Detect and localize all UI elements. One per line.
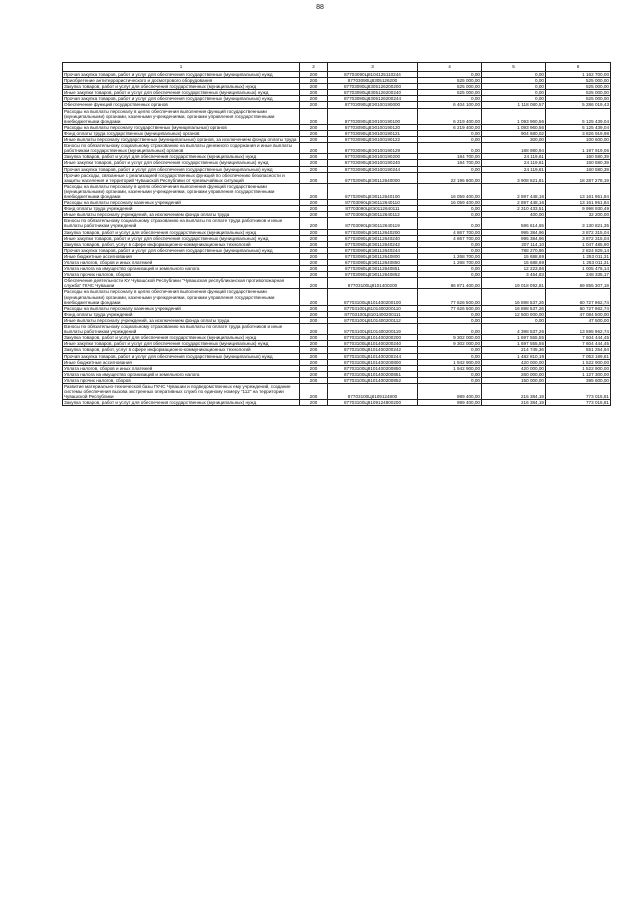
remaining-amount-cell: 160 580,39: [546, 154, 611, 160]
line-code-cell: 200: [300, 266, 328, 272]
remaining-amount-cell: 47 084 500,00: [546, 311, 611, 317]
approved-amount-cell: 1 268 700,00: [418, 253, 482, 259]
executed-amount-cell: 400,00: [482, 212, 546, 218]
approved-amount-cell: 77 626 500,00: [418, 289, 482, 305]
budget-code-cell: 87703090Ц8305126200244: [328, 96, 418, 102]
approved-amount-cell: 0,00: [418, 166, 482, 172]
line-code-cell: 200: [300, 371, 328, 377]
approved-amount-cell: 0,00: [418, 377, 482, 383]
table-row: [63, 400, 611, 406]
approved-amount-cell: 0,00: [418, 143, 482, 154]
executed-amount-cell: 1 482 810,19: [482, 353, 546, 359]
executed-amount-cell: 300,00: [482, 137, 546, 143]
budget-code-cell: 87703100Ц8101400200240: [328, 341, 418, 347]
budget-code-cell: 87703090Ц8305126200200: [328, 84, 418, 90]
executed-amount-cell: 1 093 960,56: [482, 124, 546, 130]
budget-code-cell: 87703090Ц8Э0100190244: [328, 166, 418, 172]
item-name-cell: Прочая закупка товаров, работ и услуг для обеспечения государственных (муниципальных) нужд: [63, 353, 300, 359]
line-code-cell: 200: [300, 311, 328, 317]
item-name-cell: Уплата налогов, сборов и иных платежей: [63, 260, 300, 266]
item-name-cell: Иные выплаты персоналу государственных (муниципальных) органов, за исключением фонда оплаты труда: [63, 137, 300, 143]
remaining-amount-cell: 1 253 011,31: [546, 260, 611, 266]
approved-amount-cell: 0,00: [418, 324, 482, 335]
line-code-cell: 200: [300, 96, 328, 102]
line-code-cell: 200: [300, 102, 328, 108]
line-code-cell: 200: [300, 353, 328, 359]
table-row: [63, 289, 611, 305]
line-code-cell: 200: [300, 253, 328, 259]
item-name-cell: Закупка товаров, работ и услуг для обеспечения государственных (муниципальных) нужд: [63, 400, 300, 406]
item-name-cell: Расходы на выплаты персоналу в целях обеспечения выполнения функций государственными (муниципальными) органами, казенными учреждениями, органами управления государственными внебюджетными фондами: [63, 289, 300, 305]
budget-code-cell: 87703090Ц8Э0112640111: [328, 206, 418, 212]
line-code-cell: 200: [300, 305, 328, 311]
table-row: [63, 218, 611, 229]
line-code-cell: 200: [300, 317, 328, 323]
line-code-cell: 200: [300, 90, 328, 96]
executed-amount-cell: 24 119,61: [482, 166, 546, 172]
budget-code-cell: 87703090Ц8Э0112640852: [328, 272, 418, 278]
approved-amount-cell: 989 400,00: [418, 400, 482, 406]
remaining-amount-cell: 3 872 315,04: [546, 235, 611, 241]
executed-amount-cell: 12 223,86: [482, 266, 546, 272]
remaining-amount-cell: 773 015,81: [546, 383, 611, 399]
remaining-amount-cell: 551 254,64: [546, 347, 611, 353]
approved-amount-cell: 1 268 700,00: [418, 260, 482, 266]
line-code-cell: 200: [300, 143, 328, 154]
item-name-cell: Уплата налога на имущество организаций и земельного налога: [63, 371, 300, 377]
line-code-cell: 200: [300, 335, 328, 341]
remaining-amount-cell: 1 522 900,00: [546, 359, 611, 365]
budget-code-cell: 87703100Ц8101400200852: [328, 377, 418, 383]
header-cell: 6: [546, 63, 611, 72]
remaining-amount-cell: 248 335,17: [546, 272, 611, 278]
table-row: [63, 383, 611, 399]
approved-amount-cell: 9 302 000,00: [418, 335, 482, 341]
item-name-cell: Иные закупки товаров, работ и услуг для обеспечения государственных (муниципальных) нужд: [63, 235, 300, 241]
executed-amount-cell: 24 119,61: [482, 154, 546, 160]
line-code-cell: 200: [300, 124, 328, 130]
item-name-cell: Фонд оплаты труда учреждений: [63, 206, 300, 212]
item-name-cell: Расходы на выплаты персоналу государственных (муниципальных) органов: [63, 124, 300, 130]
approved-amount-cell: 16 059 400,00: [418, 183, 482, 199]
approved-amount-cell: 184 700,00: [418, 160, 482, 166]
item-name-cell: Иные бюджетные ассигнования: [63, 253, 300, 259]
budget-code-cell: 87703100Ц8101400200110: [328, 305, 418, 311]
executed-amount-cell: 0,00: [482, 84, 546, 90]
item-name-cell: Иные выплаты персоналу учреждений, за исключением фонда оплаты труда: [63, 212, 300, 218]
approved-amount-cell: 4 867 700,00: [418, 229, 482, 235]
budget-code-cell: 87703090Ц8Э0100190200: [328, 154, 418, 160]
budget-code-cell: 87703100Ц8109124800200: [328, 400, 418, 406]
executed-amount-cell: 995 384,96: [482, 235, 546, 241]
budget-code-cell: 87703090Ц8Э0100190120: [328, 124, 418, 130]
budget-code-cell: 87703090Ц8Э0112640100: [328, 183, 418, 199]
line-code-cell: 200: [300, 108, 328, 124]
executed-amount-cell: 1 118 080,57: [482, 102, 546, 108]
executed-amount-cell: 260 000,00: [482, 371, 546, 377]
executed-amount-cell: 188 980,94: [482, 143, 546, 154]
approved-amount-cell: 0,00: [418, 272, 482, 278]
executed-amount-cell: 4 398 537,26: [482, 324, 546, 335]
budget-code-cell: 87703090Ц8Э0100190240: [328, 160, 418, 166]
remaining-amount-cell: 2 824 829,14: [546, 247, 611, 253]
executed-amount-cell: 150 000,00: [482, 377, 546, 383]
budget-code-cell: 87703090Ц8Э0112640110: [328, 200, 418, 206]
line-code-cell: 200: [300, 130, 328, 136]
table-row: [63, 278, 611, 289]
remaining-amount-cell: 5 125 439,04: [546, 108, 611, 124]
remaining-amount-cell: 1 047 485,90: [546, 241, 611, 247]
budget-code-cell: 87703090Ц8Э0112640112: [328, 212, 418, 218]
budget-code-cell: 87703090Ц8Э0112640244: [328, 247, 418, 253]
table-row: [63, 108, 611, 124]
item-name-cell: Фонд оплаты труда учреждений: [63, 311, 300, 317]
executed-amount-cell: 1 697 555,55: [482, 335, 546, 341]
line-code-cell: 200: [300, 377, 328, 383]
item-name-cell: Уплата прочих налогов, сборов: [63, 377, 300, 383]
approved-amount-cell: 0,00: [418, 311, 482, 317]
table-header-row: [63, 63, 611, 72]
approved-amount-cell: 6 404 100,00: [418, 102, 482, 108]
approved-amount-cell: 77 626 500,00: [418, 305, 482, 311]
item-name-cell: Иные закупки товаров, работ и услуг для обеспечения государственных (муниципальных) нужд: [63, 160, 300, 166]
budget-code-cell: 87703100Ц8101400200242: [328, 347, 418, 353]
remaining-amount-cell: 69 855 307,19: [546, 278, 611, 289]
line-code-cell: 200: [300, 324, 328, 335]
remaining-amount-cell: 13 161 951,84: [546, 200, 611, 206]
line-code-cell: 200: [300, 278, 328, 289]
executed-amount-cell: 16 898 537,26: [482, 289, 546, 305]
remaining-amount-cell: 3 872 315,04: [546, 229, 611, 235]
budget-code-cell: 87703090Ц8Э0112640850: [328, 260, 418, 266]
line-code-cell: 200: [300, 289, 328, 305]
approved-amount-cell: 16 059 400,00: [418, 200, 482, 206]
remaining-amount-cell: 7 604 444,45: [546, 335, 611, 341]
executed-amount-cell: 15 688,69: [482, 260, 546, 266]
item-name-cell: Уплата прочих налогов, сборов: [63, 272, 300, 278]
remaining-amount-cell: 1 253 011,31: [546, 253, 611, 259]
budget-code-cell: 87703090Ц8Э0112640851: [328, 266, 418, 272]
budget-code-cell: 87703100Ц8101400200: [328, 278, 418, 289]
executed-amount-cell: 0,00: [482, 72, 546, 78]
remaining-amount-cell: 3 826 919,98: [546, 130, 611, 136]
line-code-cell: 200: [300, 272, 328, 278]
remaining-amount-cell: 1 127 300,00: [546, 371, 611, 377]
table-row: [63, 324, 611, 335]
approved-amount-cell: 0,00: [418, 266, 482, 272]
item-name-cell: Развитие материально-технической базы ГКЧС Чувашии и подведомственных ему учреждений, создание системы обеспечения вызова экстренных оперативных служб по единому номеру "112" на территории Чувашской Республики: [63, 383, 300, 399]
budget-code-cell: 87703100Ц8101400200244: [328, 353, 418, 359]
line-code-cell: 200: [300, 183, 328, 199]
header-cell: 5: [482, 63, 546, 72]
budget-code-cell: 87703090Ц8305126200: [328, 78, 418, 84]
remaining-amount-cell: 1 162 700,00: [546, 72, 611, 78]
item-name-cell: Расходы на выплаты персоналу казенных учреждений: [63, 305, 300, 311]
line-code-cell: 200: [300, 72, 328, 78]
approved-amount-cell: 86 871 400,00: [418, 278, 482, 289]
item-name-cell: Прочая закупка товаров, работ и услуг для обеспечения государственных (муниципальных) нужд: [63, 247, 300, 253]
budget-code-cell: 87703100Ц8101400200851: [328, 371, 418, 377]
executed-amount-cell: 214 745,36: [482, 347, 546, 353]
remaining-amount-cell: 1 197 919,06: [546, 143, 611, 154]
approved-amount-cell: 0,00: [418, 247, 482, 253]
budget-code-cell: 87703100Ц8101400200111: [328, 311, 418, 317]
header-cell: 1: [63, 63, 300, 72]
line-code-cell: 200: [300, 229, 328, 235]
item-name-cell: Прочая закупка товаров, работ и услуг для обеспечения государственных (муниципальных) нужд: [63, 96, 300, 102]
line-code-cell: 200: [300, 241, 328, 247]
table-row: [63, 183, 611, 199]
item-name-cell: Закупка товаров, работ и услуг для обеспечения государственных (муниципальных) нужд: [63, 154, 300, 160]
executed-amount-cell: 15 688,69: [482, 253, 546, 259]
remaining-amount-cell: 18 287 278,19: [546, 172, 611, 183]
item-name-cell: Иные бюджетные ассигнования: [63, 359, 300, 365]
remaining-amount-cell: 773 015,81: [546, 400, 611, 406]
line-code-cell: 200: [300, 166, 328, 172]
approved-amount-cell: 22 195 800,00: [418, 172, 482, 183]
budget-code-cell: 87703090Ц8Э0112640242: [328, 241, 418, 247]
remaining-amount-cell: 5 125 439,04: [546, 124, 611, 130]
line-code-cell: 200: [300, 260, 328, 266]
header-cell: 3: [328, 63, 418, 72]
approved-amount-cell: 0,00: [418, 371, 482, 377]
budget-code-cell: 87703090Ц8104125110244: [328, 72, 418, 78]
table-row: [63, 143, 611, 154]
budget-code-cell: 87703100Ц8101400200112: [328, 317, 418, 323]
line-code-cell: 200: [300, 212, 328, 218]
executed-amount-cell: 24 119,61: [482, 160, 546, 166]
executed-amount-cell: 0,00: [482, 78, 546, 84]
remaining-amount-cell: 9 998 930,49: [546, 206, 611, 212]
budget-code-cell: 87703090Ц8Э0112640240: [328, 235, 418, 241]
approved-amount-cell: 0,00: [418, 96, 482, 102]
item-name-cell: Прочая закупка товаров, работ и услуг для обеспечения государственных (муниципальных) нужд: [63, 166, 300, 172]
remaining-amount-cell: 7 053 189,81: [546, 353, 611, 359]
budget-code-cell: 87703090Ц8Э0100190100: [328, 108, 418, 124]
approved-amount-cell: 1 942 900,00: [418, 365, 482, 371]
executed-amount-cell: 3 464,83: [482, 272, 546, 278]
item-name-cell: Закупка товаров, работ и услуг для обеспечения государственных (муниципальных) нужд: [63, 84, 300, 90]
budget-code-cell: 87703090Ц8305126200240: [328, 90, 418, 96]
approved-amount-cell: 525 000,00: [418, 78, 482, 84]
executed-amount-cell: 2 310 433,51: [482, 206, 546, 212]
approved-amount-cell: 525 000,00: [418, 84, 482, 90]
executed-amount-cell: 12 500 000,00: [482, 311, 546, 317]
line-code-cell: 200: [300, 84, 328, 90]
remaining-amount-cell: 525 000,00: [546, 84, 611, 90]
line-code-cell: 200: [300, 137, 328, 143]
approved-amount-cell: 0,00: [418, 72, 482, 78]
header-cell: 2: [300, 63, 328, 72]
item-name-cell: Взносы по обязательному социальному страхованию на выплаты по оплате труда работников и иные выплаты работникам учреждений: [63, 324, 300, 335]
executed-amount-cell: 995 384,96: [482, 229, 546, 235]
budget-code-cell: 87703090Ц8Э0100190121: [328, 130, 418, 136]
remaining-amount-cell: 160 580,39: [546, 160, 611, 166]
executed-amount-cell: 420 000,00: [482, 365, 546, 371]
approved-amount-cell: 1 942 900,00: [418, 359, 482, 365]
item-name-cell: Расходы на выплаты персоналу в целях обеспечения выполнения функций государственными (муниципальными) органами, казенными учреждениями, органами управления государственными внебюджетными фондами: [63, 108, 300, 124]
item-name-cell: Обеспечение функций государственных органов: [63, 102, 300, 108]
executed-amount-cell: 2 897 448,16: [482, 183, 546, 199]
approved-amount-cell: 0,00: [418, 317, 482, 323]
remaining-amount-cell: 47 500,00: [546, 317, 611, 323]
budget-code-cell: 87703100Ц8101400200119: [328, 324, 418, 335]
budget-code-cell: 87703100Ц8101400200200: [328, 335, 418, 341]
remaining-amount-cell: 525 000,00: [546, 90, 611, 96]
budget-table: [62, 62, 611, 406]
executed-amount-cell: 904 680,02: [482, 130, 546, 136]
executed-amount-cell: 586 614,65: [482, 218, 546, 229]
remaining-amount-cell: 1 522 900,00: [546, 365, 611, 371]
item-name-cell: Прочие расходы, связанные с реализацией государственных функций по обеспечению безопасности и защиты населения и территорий Чувашской Республики от чрезвычайных ситуаций: [63, 172, 300, 183]
line-code-cell: 200: [300, 347, 328, 353]
approved-amount-cell: 0,00: [418, 137, 482, 143]
item-name-cell: Закупка товаров, работ, услуг в сфере информационно-коммуникационных технологий: [63, 347, 300, 353]
line-code-cell: 200: [300, 359, 328, 365]
remaining-amount-cell: 100 600,00: [546, 137, 611, 143]
executed-amount-cell: 3 908 521,81: [482, 172, 546, 183]
approved-amount-cell: 184 700,00: [418, 154, 482, 160]
budget-code-cell: 87703090Ц8Э0112640200: [328, 229, 418, 235]
budget-code-cell: 87703100Ц8101400200800: [328, 359, 418, 365]
approved-amount-cell: 0,00: [418, 347, 482, 353]
line-code-cell: 200: [300, 154, 328, 160]
approved-amount-cell: 0,00: [418, 218, 482, 229]
item-name-cell: Закупка товаров, работ, услуг в сфере информационно-коммуникационных технологий: [63, 241, 300, 247]
line-code-cell: 200: [300, 383, 328, 399]
item-name-cell: Фонд оплаты труда государственных (муниципальных) органов: [63, 130, 300, 136]
approved-amount-cell: 0,00: [418, 206, 482, 212]
item-name-cell: Иные закупки товаров, работ и услуг для обеспечения государственных (муниципальных) нужд: [63, 90, 300, 96]
budget-code-cell: 87703090Ц8Э0100190122: [328, 137, 418, 143]
item-name-cell: Приобретение антитеррористического и досмотрового оборудования: [63, 78, 300, 84]
item-name-cell: Расходы на выплаты персоналу в целях обеспечения выполнения функций государственными (муниципальными) органами, казенными учреждениями, органами управления государственными внебюджетными фондами: [63, 183, 300, 199]
line-code-cell: 200: [300, 247, 328, 253]
remaining-amount-cell: 7 604 444,45: [546, 341, 611, 347]
executed-amount-cell: 216 384,19: [482, 400, 546, 406]
line-code-cell: 200: [300, 160, 328, 166]
item-name-cell: Иные выплаты персоналу учреждений, за исключением фонда оплаты труда: [63, 317, 300, 323]
approved-amount-cell: 989 400,00: [418, 383, 482, 399]
executed-amount-cell: 16 898 537,26: [482, 305, 546, 311]
executed-amount-cell: 0,00: [482, 317, 546, 323]
line-code-cell: 200: [300, 365, 328, 371]
executed-amount-cell: 0,00: [482, 96, 546, 102]
item-name-cell: Прочая закупка товаров, работ и услуг для обеспечения государственных (муниципальных) нужд: [63, 72, 300, 78]
executed-amount-cell: 207 114,10: [482, 241, 546, 247]
line-code-cell: 200: [300, 78, 328, 84]
remaining-amount-cell: 525 000,00: [546, 78, 611, 84]
executed-amount-cell: 0,00: [482, 90, 546, 96]
remaining-amount-cell: 160 580,39: [546, 166, 611, 172]
item-name-cell: Обеспечение деятельности КУ Чувашской Республики "Чувашская республиканская противопожарная служба" ГКЧС Чувашии: [63, 278, 300, 289]
remaining-amount-cell: 13 595 962,74: [546, 324, 611, 335]
remaining-amount-cell: 32 200,00: [546, 212, 611, 218]
item-name-cell: Расходы на выплаты персоналу казенных учреждений: [63, 200, 300, 206]
remaining-amount-cell: 3 130 821,35: [546, 218, 611, 229]
budget-code-cell: 87703100Ц8109124800: [328, 383, 418, 399]
approved-amount-cell: 0,00: [418, 353, 482, 359]
header-cell: 4: [418, 63, 482, 72]
line-code-cell: 200: [300, 341, 328, 347]
table-row: [63, 172, 611, 183]
line-code-cell: 200: [300, 400, 328, 406]
budget-code-cell: 87703090Ц8Э0112640119: [328, 218, 418, 229]
remaining-amount-cell: 60 727 962,74: [546, 289, 611, 305]
remaining-amount-cell: 5 286 019,43: [546, 102, 611, 108]
approved-amount-cell: 525 000,00: [418, 90, 482, 96]
executed-amount-cell: 2 897 448,16: [482, 200, 546, 206]
approved-amount-cell: 0,00: [418, 241, 482, 247]
executed-amount-cell: 216 384,19: [482, 383, 546, 399]
approved-amount-cell: 4 867 700,00: [418, 235, 482, 241]
executed-amount-cell: 1 093 960,56: [482, 108, 546, 124]
executed-amount-cell: 1 697 555,55: [482, 341, 546, 347]
remaining-amount-cell: 60 727 962,74: [546, 305, 611, 311]
approved-amount-cell: 0,00: [418, 130, 482, 136]
budget-code-cell: 87703100Ц8101400200850: [328, 365, 418, 371]
approved-amount-cell: 6 219 400,00: [418, 124, 482, 130]
approved-amount-cell: 6 219 400,00: [418, 108, 482, 124]
line-code-cell: 200: [300, 206, 328, 212]
executed-amount-cell: 420 000,00: [482, 359, 546, 365]
item-name-cell: Уплата налога на имущество организаций и земельного налога: [63, 266, 300, 272]
item-name-cell: Уплата налогов, сборов и иных платежей: [63, 365, 300, 371]
executed-amount-cell: 19 018 092,81: [482, 278, 546, 289]
line-code-cell: 200: [300, 218, 328, 229]
budget-code-cell: 87703090Ц8Э0112640800: [328, 253, 418, 259]
item-name-cell: Взносы по обязательному социальному страхованию на выплаты по оплате труда работников и иные выплаты работникам учреждений: [63, 218, 300, 229]
budget-code-cell: 87703090Ц8Э0100190000: [328, 102, 418, 108]
item-name-cell: Закупка товаров, работ и услуг для обеспечения государственных (муниципальных) нужд: [63, 229, 300, 235]
item-name-cell: Иные закупки товаров, работ и услуг для обеспечения государственных (муниципальных) нужд: [63, 341, 300, 347]
page-number: 88: [316, 4, 324, 11]
item-name-cell: Взносы по обязательному социальному страхованию на выплаты денежного содержания и иные выплаты работникам государственных (муниципальных) органов: [63, 143, 300, 154]
remaining-amount-cell: 13 161 951,84: [546, 183, 611, 199]
line-code-cell: 200: [300, 172, 328, 183]
remaining-amount-cell: 525 000,00: [546, 96, 611, 102]
remaining-amount-cell: 395 600,00: [546, 377, 611, 383]
line-code-cell: 200: [300, 235, 328, 241]
remaining-amount-cell: 1 005 476,14: [546, 266, 611, 272]
item-name-cell: Закупка товаров, работ и услуг для обеспечения государственных (муниципальных) нужд: [63, 335, 300, 341]
budget-code-cell: 87703090Ц8Э0112640000: [328, 172, 418, 183]
line-code-cell: 200: [300, 200, 328, 206]
approved-amount-cell: 9 302 000,00: [418, 341, 482, 347]
budget-code-cell: 87703100Ц8101400200100: [328, 289, 418, 305]
executed-amount-cell: 788 270,86: [482, 247, 546, 253]
budget-code-cell: 87703090Ц8Э0100190129: [328, 143, 418, 154]
approved-amount-cell: 0,00: [418, 212, 482, 218]
